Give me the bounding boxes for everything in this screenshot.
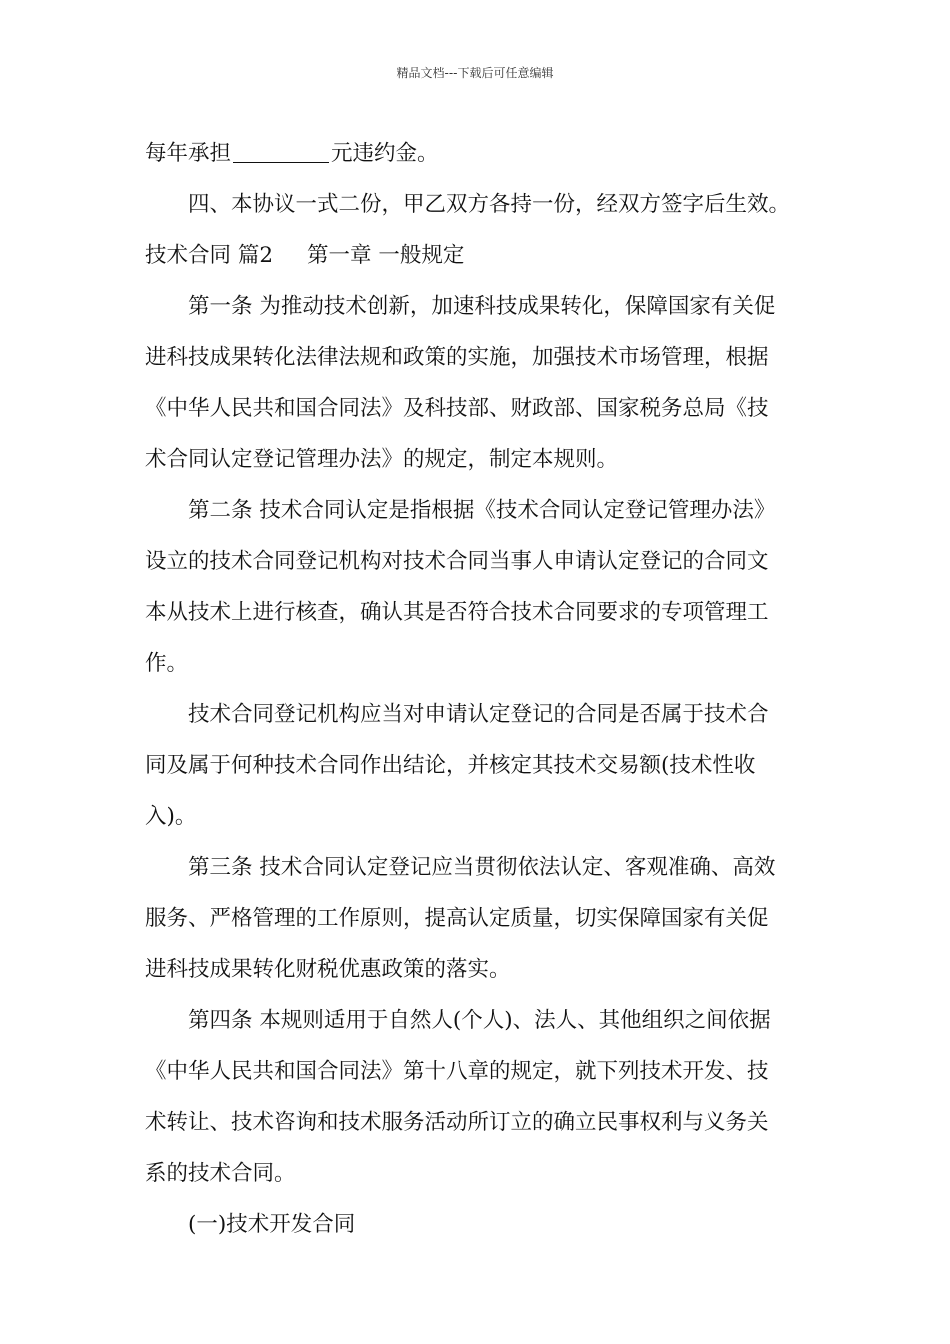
paragraph-line: 第四条 本规则适用于自然人(个人)、法人、其他组织之间依据 [188,1008,771,1033]
text-fragment: 元违约金。 [331,141,439,166]
fill-in-blank [233,161,329,163]
paragraph-line: 《中华人民共和国合同法》第十八章的规定，就下列技术开发、技 [145,1059,769,1084]
document-body [145,128,807,1250]
paragraph-line: 服务、严格管理的工作原则，提高认定质量，切实保障国家有关促 [145,906,769,931]
chapter-heading: 第一章 一般规定 [307,243,465,268]
paragraph-line: 进科技成果转化财税优惠政策的落实。 [145,957,511,982]
page-header: 精品文档---下载后可任意编辑 [396,66,554,80]
paragraph-line: 第二条 技术合同认定是指根据《技术合同认定登记管理办法》 [188,498,776,523]
article-4 [145,995,807,1199]
paragraph-line: 设立的技术合同登记机构对技术合同当事人申请认定登记的合同文 [145,549,769,574]
paragraph-line: 《中华人民共和国合同法》及科技部、财政部、国家税务总局《技 [145,396,769,421]
paragraph-line: 第一条 为推动技术创新，加速科技成果转化，保障国家有关促 [188,294,776,319]
paragraph-line: 术转让、技术咨询和技术服务活动所订立的确立民事权利与义务关 [145,1110,769,1135]
paragraph-line: 系的技术合同。 [145,1161,296,1186]
paragraph-line: 术合同认定登记管理办法》的规定，制定本规则。 [145,447,619,472]
paragraph-line: 技术合同登记机构应当对申请认定登记的合同是否属于技术合 [188,702,769,727]
section-heading-line [145,230,807,281]
paragraph-line: 同及属于何种技术合同作出结论，并核定其技术交易额(技术性收 [145,753,756,778]
article-2-paragraph-2 [145,689,807,842]
paragraph-line: 入)。 [145,804,197,829]
list-item: (一)技术开发合同 [188,1212,356,1237]
article-2 [145,485,807,689]
paragraph-line: 第三条 技术合同认定登记应当贯彻依法认定、客观准确、高效 [188,855,776,880]
paragraph-line: 作。 [145,651,189,676]
paragraph-line: 四、本协议一式二份，甲乙双方各持一份，经双方签字后生效。 [188,192,791,217]
paragraph-line: 进科技成果转化法律法规和政策的实施，加强技术市场管理，根据 [145,345,769,370]
text-fragment: 每年承担 [145,141,232,166]
article-3 [145,842,807,995]
contract-title: 技术合同 篇2 [145,243,274,268]
paragraph-line: 本从技术上进行核查，确认其是否符合技术合同要求的专项管理工 [145,600,769,625]
article-1 [145,281,807,485]
text-line [145,128,807,179]
